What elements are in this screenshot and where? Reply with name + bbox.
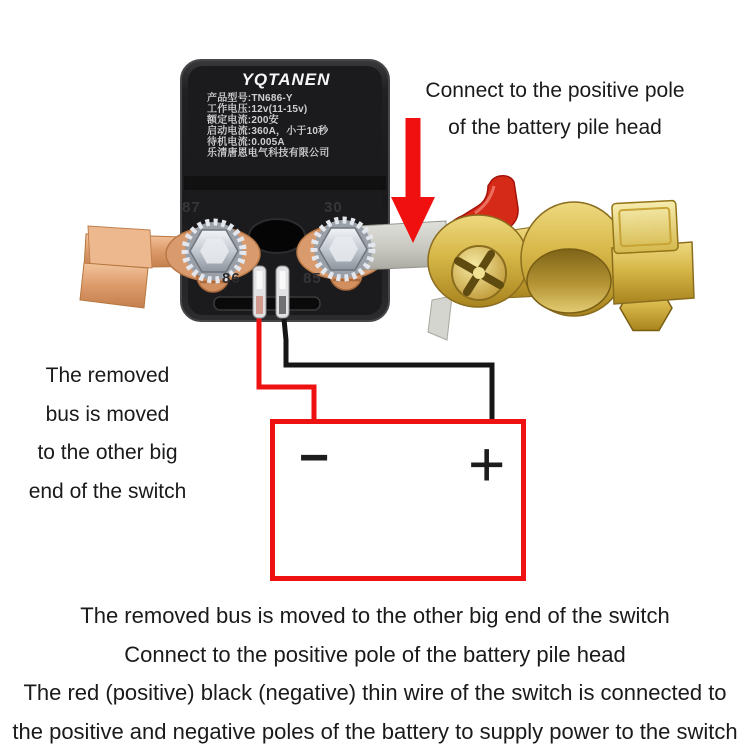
annotation-left <box>15 357 200 512</box>
clamp-square-bolt <box>612 200 679 253</box>
annotation-top-right <box>405 72 705 146</box>
annotation-line: bus is moved <box>45 402 170 426</box>
battery-clamp <box>428 176 694 331</box>
relay-spec-line: 额定电流:200安 <box>207 114 279 126</box>
caption-line-1: The removed bus is moved to the other big end of the switch <box>80 603 670 628</box>
spade-connector-left <box>253 266 266 318</box>
spade-connector-right <box>276 266 289 318</box>
relay-spec-line: 启动电流:360A，小于10秒 <box>207 125 329 137</box>
relay-spec-line: 产品型号:TN686-Y <box>207 93 293 104</box>
battery-box <box>270 419 526 581</box>
annotation-line: to the other big <box>37 441 178 465</box>
relay-spec-line: 乐清唐恩电气科技有限公司 <box>207 147 330 159</box>
bus-bar-tail <box>428 296 452 340</box>
phillips-screw <box>452 246 506 300</box>
positive-symbol: + <box>468 428 506 500</box>
pin-marking-30: 30 <box>324 199 343 216</box>
caption-line-4: the positive and negative poles of the battery to supply power to the switch <box>12 718 738 744</box>
annotation-line: of the battery pile head <box>448 116 662 139</box>
relay-label <box>198 70 374 159</box>
relay-brand: YQTANEN <box>241 70 331 89</box>
relay-ridge <box>184 176 386 190</box>
copper-fold-upper <box>88 226 152 268</box>
relay-spec-line: 工作电压:12v(11-15v) <box>207 103 308 115</box>
clamp-collar-hole <box>527 249 611 313</box>
pin-marking-87: 87 <box>182 199 201 216</box>
annotation-line: Connect to the positive pole <box>425 79 685 102</box>
caption-line-2: Connect to the positive pole of the battery pile head <box>124 641 626 667</box>
copper-fold-lower <box>80 263 148 308</box>
caption <box>0 597 750 750</box>
caption-line-3: The red (positive) black (negative) thin wire of the switch is connected to <box>23 680 727 705</box>
relay-bottom-groove <box>214 297 320 310</box>
pin-marking-85: 85 <box>303 270 322 287</box>
pin-marking-86: 86 <box>222 270 241 287</box>
annotation-line: end of the switch <box>28 480 187 504</box>
relay-spec-line: 待机电流:0.005A <box>207 136 285 148</box>
negative-symbol: − <box>299 429 330 487</box>
annotation-line: The removed <box>45 364 170 387</box>
